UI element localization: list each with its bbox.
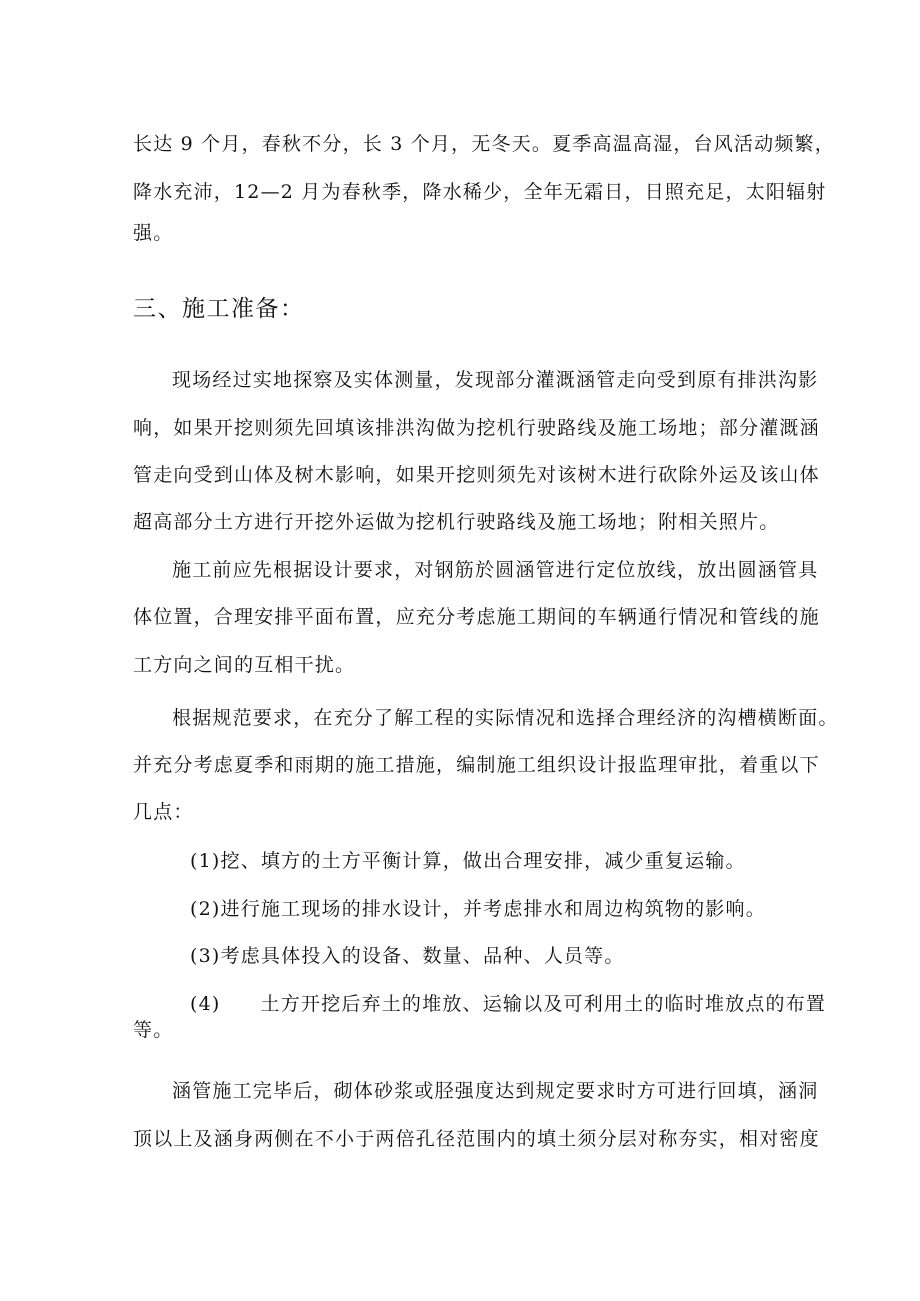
list-item-3: (3)考虑具体投入的设备、数量、品种、人员等。 (190, 945, 625, 967)
paragraph-1-line-3: 强。 (133, 222, 174, 244)
section-heading: 三、施工准备： (133, 296, 305, 322)
list-item-4-text: 土方开挖后弃土的堆放、运输以及可利用土的临时堆放点的布置 (260, 993, 827, 1015)
list-item-4 (190, 991, 890, 1017)
paragraph-4-line-2: 并充分考虑夏季和雨期的施工措施，编制施工组织设计报监理审批，着重以下 (133, 754, 820, 776)
paragraph-3-line-2: 体位置，合理安排平面布置，应充分考虑施工期间的车辆通行情况和管线的施 (133, 606, 820, 628)
paragraph-2-line-3: 管走向受到山体及树木影响，如果开挖则须先对该树木进行砍除外运及该山体 (133, 464, 820, 486)
paragraph-5-line-1: 涵管施工完毕后，砌体砂浆或胫强度达到规定要求时方可进行回填，涵洞 (172, 1080, 819, 1102)
paragraph-5-line-2: 顶以上及涵身两侧在不小于两倍孔径范围内的填土须分层对称夯实，相对密度 (133, 1128, 820, 1150)
list-item-2: (2)进行施工现场的排水设计，并考虑排水和周边构筑物的影响。 (190, 898, 766, 920)
list-item-1: (1)挖、填方的土方平衡计算，做出合理安排，减少重复运输。 (190, 850, 746, 872)
paragraph-3-line-1: 施工前应先根据设计要求，对钢筋於圆涵管进行定位放线，放出圆涵管具 (172, 559, 819, 581)
list-item-4-line-2: 等。 (133, 1019, 174, 1041)
paragraph-4-line-1: 根据规范要求，在充分了解工程的实际情况和选择合理经济的沟槽横断面。 (172, 707, 839, 729)
paragraph-2-line-2: 响，如果开挖则须先回填该排洪沟做为挖机行驶路线及施工场地；部分灌溉涵 (133, 417, 820, 439)
list-item-4-number: (4) (190, 993, 221, 1015)
paragraph-2-line-4: 超高部分土方进行开挖外运做为挖机行驶路线及施工场地；附相关照片。 (133, 511, 780, 533)
paragraph-1-line-1: 长达 9 个月，春秋不分，长 3 个月，无冬天。夏季高温高湿，台风活动频繁， (133, 133, 835, 155)
paragraph-2-line-1: 现场经过实地探察及实体测量，发现部分灌溉涵管走向受到原有排洪沟影 (172, 369, 819, 391)
paragraph-1-line-2: 降水充沛，12—2 月为春秋季，降水稀少，全年无霜日，日照充足，太阳辐射 (133, 181, 827, 203)
paragraph-4-line-3: 几点： (133, 801, 194, 823)
paragraph-3-line-3: 工方向之间的互相干扰。 (133, 654, 356, 676)
